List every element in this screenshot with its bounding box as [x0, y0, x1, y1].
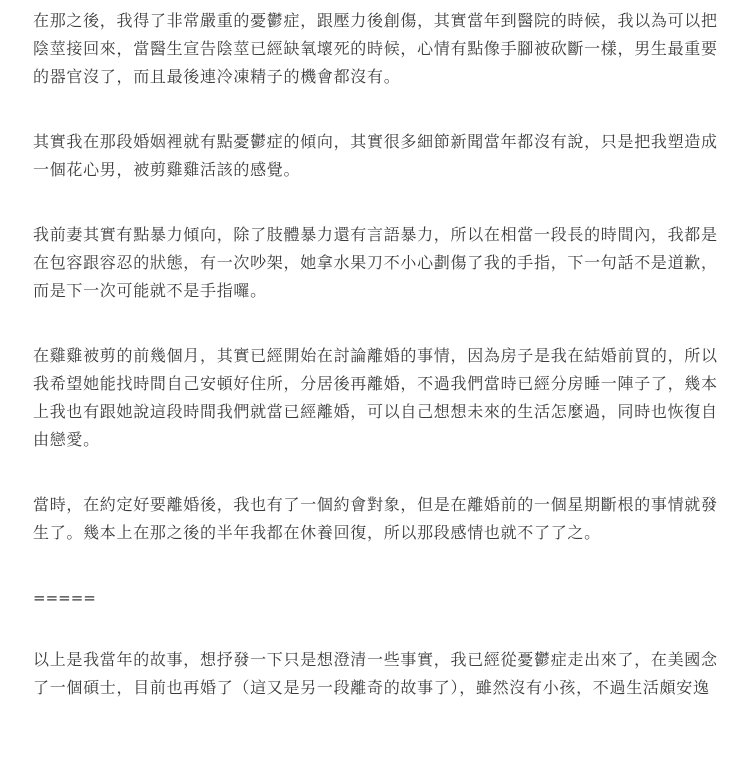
paragraph-dating: 當時，在約定好要離婚後，我也有了一個約會對象，但是在離婚前的一個星期斷根的事情就發生了。幾本上在那之後的半年我都在休養回復，所以那段感情也就不了了之。	[33, 495, 718, 542]
article-body	[33, 7, 723, 739]
paragraph-closing: 以上是我當年的故事，想抒發一下只是想澄清一些事實，我已經從憂鬱症走出來了，在美國念了一個碩士，目前也再婚了（這又是另一段離奇的故事了），雖然沒有小孩，不過生活頗安逸	[33, 650, 718, 697]
paragraph-marriage-depression: 其實我在那段婚姻裡就有點憂鬱症的傾向，其實很多細節新聞當年都沒有說，只是把我塑造成一個花心男，被剪雞雞活該的感覺。	[33, 132, 718, 179]
paragraph-ex-wife-violence: 我前妻其實有點暴力傾向，除了肢體暴力還有言語暴力，所以在相當一段長的時間內，我都是在包容跟容忍的狀態，有一次吵架，她拿水果刀不小心劃傷了我的手指，下一句話不是道歉，而是下一次可能就不是手指囉。	[33, 225, 718, 300]
section-separator: =====	[33, 589, 96, 607]
paragraph-depression: 在那之後，我得了非常嚴重的憂鬱症，跟壓力後創傷，其實當年到醫院的時候，我以為可以把陰莖接回來，當醫生宣告陰莖已經缺氧壞死的時候，心情有點像手腳被砍斷一樣，男生最重要的器官沒了，而且最後連冷凍精子的機會都沒有。	[33, 11, 718, 86]
paragraph-divorce-discussion: 在雞雞被剪的前幾個月，其實已經開始在討論離婚的事情，因為房子是我在結婚前買的，所以我希望她能找時間自己安頓好住所，分居後再離婚，不過我們當時已經分房睡一陣子了，幾本上我也有跟她說這段時間我們就當已經離婚，可以自己想想未來的生活怎麼過，同時也恢復自由戀愛。	[33, 346, 718, 449]
